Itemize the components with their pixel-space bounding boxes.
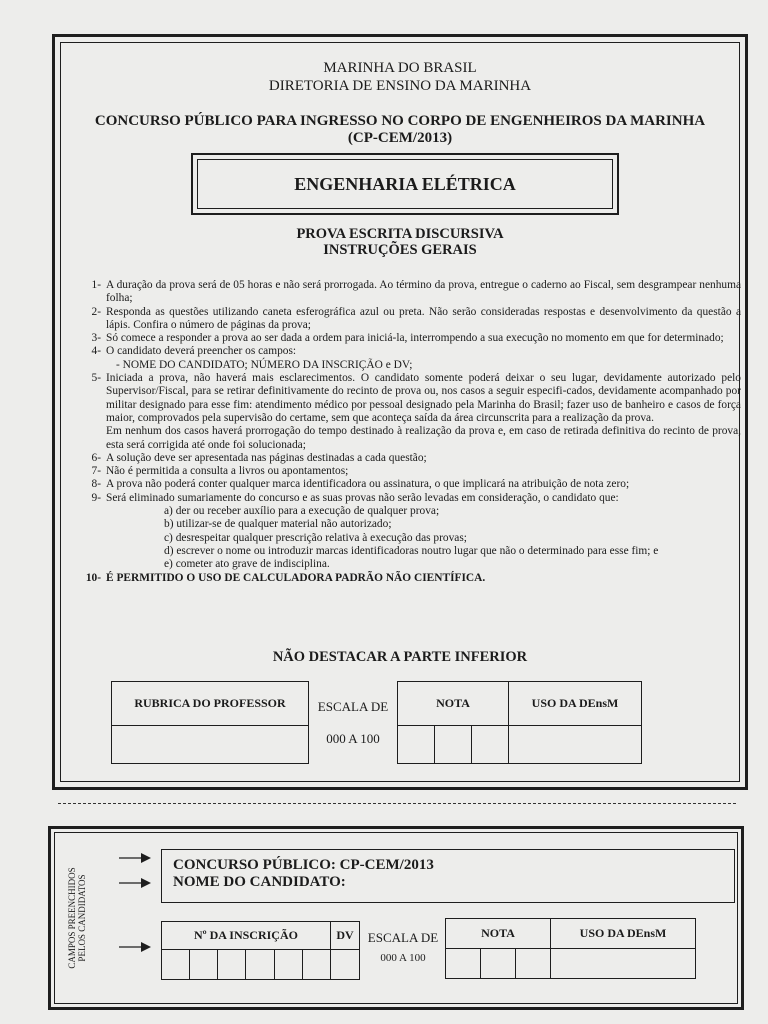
do-not-detach-warning: NÃO DESTACAR A PARTE INFERIOR	[272, 649, 528, 665]
registration-digit-box[interactable]	[162, 950, 190, 980]
detach-line	[58, 803, 736, 804]
org-directorate: DIRETORIA DE ENSINO DA MARINHA	[268, 78, 532, 94]
check-digit-label: DV	[331, 922, 360, 950]
scale-label: ESCALA DE	[367, 930, 439, 945]
grade-digit-box[interactable]	[435, 726, 472, 764]
check-digit-box[interactable]	[331, 950, 360, 980]
instruction-item: 4- O candidato deverá preencher os campos: - NOME DO CANDIDATO; NÚMERO DA INSCRIÇÃO e DV;	[61, 345, 741, 372]
instruction-item: 9- Será eliminado sumariamente do concurso e as suas provas não serão levadas em consideração, o candidato que: a) der ou receber auxílio para a execução de qualquer prova; b) utilizar-se de qualquer material não autorizado; c) desrespeitar qualquer prescrição relativa à execução das provas; d) escrever o nome ou introduzir marcas identificadoras noutro lugar que não o determinado para esse fim; e e) cometer ato grave de indisciplina.	[61, 492, 741, 572]
grade-label: NOTA	[446, 919, 551, 949]
instruction-item-calculator: 10- É PERMITIDO O USO DE CALCULADORA PADRÃO NÃO CIENTÍFICA.	[85, 571, 486, 584]
registration-number-label: Nº DA INSCRIÇÃO	[162, 922, 331, 950]
grade-digit-box[interactable]	[472, 726, 509, 764]
registration-digit-box[interactable]	[190, 950, 218, 980]
arrow-right-icon	[119, 877, 151, 889]
densm-use-label: USO DA DEnsM	[509, 682, 642, 726]
instruction-item: 6- A solução deve ser apresentada nas páginas destinadas a cada questão;	[91, 451, 427, 464]
exam-type: PROVA ESCRITA DISCURSIVA	[296, 226, 504, 242]
arrow-right-icon	[119, 852, 151, 864]
candidate-name-label: NOME DO CANDIDATO:	[173, 874, 346, 890]
grading-table	[111, 681, 642, 764]
instruction-subitem: d) escrever o nome ou introduzir marcas identificadoras noutro lugar que não o determinado para esse fim; e	[164, 544, 659, 557]
densm-use-field[interactable]	[551, 949, 696, 979]
subject-box	[191, 153, 619, 215]
org-name: MARINHA DO BRASIL	[323, 60, 477, 76]
densm-use-label: USO DA DEnsM	[551, 919, 696, 949]
candidate-name-box[interactable]	[161, 849, 735, 903]
registration-digit-box[interactable]	[274, 950, 302, 980]
registration-digit-box[interactable]	[246, 950, 274, 980]
grade-digit-box[interactable]	[481, 949, 516, 979]
contest-code-label: CONCURSO PÚBLICO: CP-CEM/2013	[173, 857, 434, 873]
registration-table	[161, 921, 360, 980]
grade-digit-box[interactable]	[516, 949, 551, 979]
instruction-continuation: Em nenhum dos casos haverá prorrogação do tempo destinado à realização da prova e, em caso de retirada definitiva do recinto de prova, esta será corrigida até onde foi solucionada;	[106, 425, 741, 451]
densm-use-field[interactable]	[509, 726, 642, 764]
registration-digit-box[interactable]	[218, 950, 246, 980]
instruction-item: 2- Responda as questões utilizando caneta esferográfica azul ou preta. Não serão consideradas respostas e desenvolvimento da questão a lápis. Confira o número de páginas da prova;	[91, 305, 741, 331]
subject-title: ENGENHARIA ELÉTRICA	[197, 159, 613, 209]
instructions-list	[61, 279, 741, 585]
instruction-item: 7- Não é permitida a consulta a livros ou apontamentos;	[91, 465, 349, 478]
scale-range: 000 A 100	[380, 952, 426, 964]
scale-label: ESCALA DE	[317, 698, 389, 714]
instruction-subitem: b) utilizar-se de qualquer material não autorizado;	[164, 518, 392, 531]
candidate-stub-frame	[48, 826, 744, 1010]
instruction-item: 3- Só comece a responder a prova ao ser dada a ordem para iniciá-la, interrompendo a sua execução no momento em que for determinado;	[91, 332, 724, 345]
candidate-stub-inner-frame	[54, 832, 738, 1004]
stub-grading-table	[445, 918, 696, 979]
contest-title: CONCURSO PÚBLICO PARA INGRESSO NO CORPO DE ENGENHEIROS DA MARINHA	[94, 113, 706, 129]
exam-cover-frame	[52, 34, 748, 790]
scale-cell	[309, 682, 398, 764]
professor-signature-field[interactable]	[112, 726, 309, 764]
arrow-right-icon	[119, 941, 151, 953]
scale-range: 000 A 100	[326, 730, 380, 746]
exam-cover-inner-frame	[60, 42, 740, 782]
professor-signature-label: RUBRICA DO PROFESSOR	[112, 682, 309, 726]
grade-label: NOTA	[398, 682, 509, 726]
instruction-item: 5- Iniciada a prova, não haverá mais esclarecimentos. O candidato somente poderá deixar o seu lugar, devidamente autorizado pelo Supervisor/Fiscal, para se retirar definitivamente do recinto de prova ou, nos casos a seguir especifi-cados, devidamente acompanhado por militar designado para esse fim: atendimento médico por pessoal designado pela Marinha do Brasil; fazer uso de banheiro e casos de força maior, comprovados pela supervisão do certame, sem que aconteça saída da área circunscrita para a realização da prova. Em nenhum dos casos haverá prorrogação do tempo destinado à realização da prova e, em caso de retirada definitiva do recinto de prova, esta será corrigida até onde foi solucionada;	[91, 372, 741, 451]
instruction-item: 8- A prova não poderá conter qualquer marca identificadora ou assinatura, o que implicará na atribuição de nota zero;	[91, 478, 630, 491]
grade-digit-box[interactable]	[446, 949, 481, 979]
instructions-title: INSTRUÇÕES GERAIS	[323, 242, 477, 258]
instruction-item: 1- A duração da prova será de 05 horas e não será prorrogada. Ao término da prova, entregue o caderno ao Fiscal, sem desgrampear nenhuma folha;	[91, 279, 741, 305]
grade-digit-box[interactable]	[398, 726, 435, 764]
instruction-fields: - NOME DO CANDIDATO; NÚMERO DA INSCRIÇÃO e DV;	[116, 358, 413, 371]
candidate-fields-label: CAMPOS PREENCHIDOS PELOS CANDIDATOS	[67, 867, 87, 969]
instruction-subitem: a) der ou receber auxílio para a execução de qualquer prova;	[164, 505, 440, 518]
contest-code: (CP-CEM/2013)	[347, 130, 453, 146]
registration-digit-box[interactable]	[302, 950, 330, 980]
instruction-subitem: e) cometer ato grave de indisciplina.	[164, 558, 330, 571]
instruction-subitem: c) desrespeitar qualquer prescrição relativa à execução das provas;	[164, 531, 467, 544]
